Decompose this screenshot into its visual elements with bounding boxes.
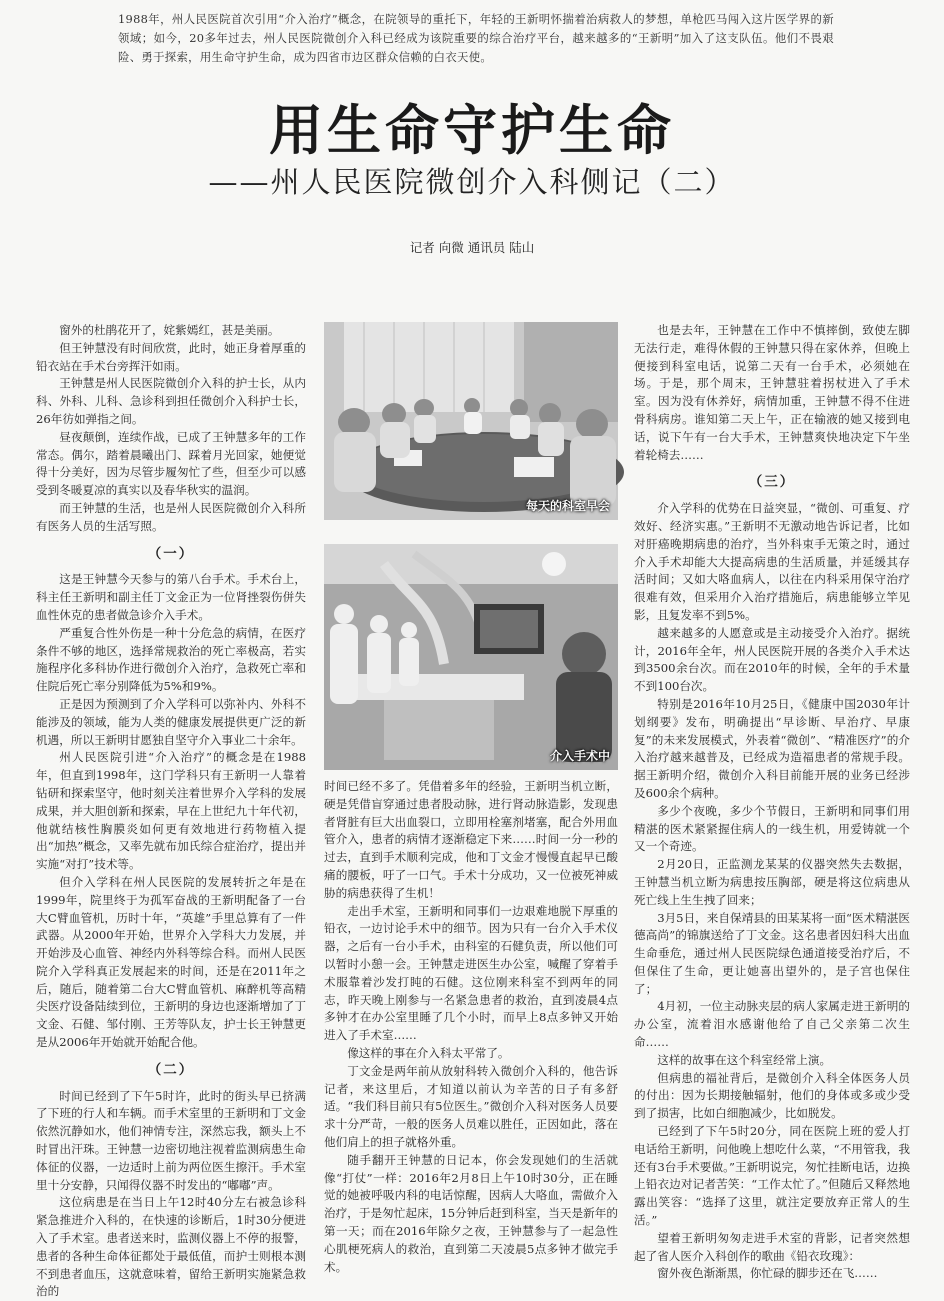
paragraph: 王钟慧是州人民医院微创介入科的护士长，从内科、外科、儿科、急诊科到担任微创介入科护士长，26年彷如弹指之间。: [36, 376, 306, 426]
photo-caption: 每天的科室早会: [525, 499, 610, 513]
photo-surgery: [324, 544, 618, 770]
photo-morning-meeting: [324, 322, 618, 520]
meeting-scene-image: [324, 322, 618, 520]
paragraph: 但介入学科在州人民医院的发展转折之年是在1999年，院里终于为孤军奋战的王新明配备了一台大C臂血管机，历时十年，“英雄”手里总算有了一件武器。从2000年开始，世界介入学科大力发展，并开始涉及心血管、神经内外科等综合科。而州人民医院介入学科真正发展起来的时间，还是在2011年之后，随后，随着第二台大C臂血管机、麻醉机等高精尖医疗设备陆续到位，王新明的身边也逐渐增加了丁文金、石健、邹付刚、王芳等队友，护士长王钟慧更是从2006年开始就开始配合他。: [36, 874, 306, 1050]
intro-paragraph: 1988年，州人民医院首次引用“介入治疗”概念，在院领导的重托下，年轻的王新明怀揣着治病救人的梦想，单枪匹马闯入这片医学界的新领域；如今，20多年过去，州人民医院微创介入科已经成为该院重要的综合治疗平台，越来越多的“王新明”加入了这支队伍。他们不畏艰险、勇于探索，用生命守护生命，成为四省市边区群众信赖的白衣天使。: [118, 12, 834, 64]
byline: 记者 向微 通讯员 陆山: [409, 240, 535, 255]
paragraph: 这样的故事在这个科室经常上演。: [657, 1052, 832, 1067]
paragraph: 随手翻开王钟慧的日记本，你会发现她们的生活就像“打仗”一样：2016年2月8日上午10时30分，正在睡觉的她被呼吸内科的电话惊醒，因病人大咯血，需做介入治疗，于是匆忙起床，15分钟后赶到科室，当天是新年的第一天；而在2016年除夕之夜，王钟慧参与了一起急性心肌梗死病人的救治，直到第二天凌晨5点多钟才做完手术。: [324, 1152, 618, 1274]
photo-caption: 介入手术中: [549, 749, 610, 763]
sub-headline: ——州人民医院微创介入科侧记（二）: [208, 165, 736, 199]
paragraph: 走出手术室，王新明和同事们一边艰难地脱下厚重的铅衣，一边讨论手术中的细节。因为只有一台介入手术仪器，之后有一台小手术，由科室的石健负责，所以他们可以暂时小憩一会。王钟慧走进医生办公室，喊醒了穿着手术服靠着沙发打盹的石健。这位刚来科室不到两年的同志，昨天晚上刚参与一名紧急患者的救治，直到凌晨4点多钟才在办公室里睡了几个小时，而早上8点多钟又开始进入了手术室……: [324, 903, 618, 1043]
article-column-1: [36, 322, 306, 1299]
paragraph: 而王钟慧的生活，也是州人民医院微创介入科所有医务人员的生活写照。: [36, 500, 306, 533]
section-heading-3: （三）: [748, 474, 796, 491]
paragraph: 时间已经不多了。凭借着多年的经验，王新明当机立断，硬是凭借盲穿通过患者股动脉，进行肾动脉造影，发现患者肾脏有巨大出血裂口，立即用栓塞剂堵塞，配合外用血管介入，患者的病情才逐渐稳定下来……时间一分一秒的过去，直到手术顺利完成，他和丁文金才慢慢直起早已酸痛的腰板，吁了一口气。手术十分成功，又一位被死神威胁的病患获得了生机！: [324, 779, 618, 900]
paragraph: 窗外夜色渐渐黑，你忙碌的脚步还在飞……: [657, 1266, 878, 1281]
paragraph: 特别是2016年10月25日，《健康中国2030年计划纲要》发布，明确提出“早诊断、早治疗、早康复”的未来发展模式，外表着“微创”、“精准医疗”的介入治疗越来越普及，已经成为造福患者的常规手段。据王新明介绍，微创介入科目前能开展的业务已经涉及600余个病种。: [634, 696, 910, 800]
paragraph: 这位病患是在当日上午12时40分左右被急诊科紧急推进介入科的，在快速的诊断后，1时30分便进入了手术室。患者送来时，监测仪器上不停的报警，患者的各种生命体征都处于最低值，而护士则根本测不到患者血压，这就意味着，留给王新明实施紧急救治的: [36, 1195, 306, 1299]
headline: 用生命守护生命: [269, 99, 675, 162]
paragraph: 但病患的福祉背后，是微创介入科全体医务人员的付出：因为长期接触辐射，他们的身体或多或少受到了损害，比如白细胞减少，比如脱发。: [634, 1070, 910, 1121]
paragraph: 州人民医院引进“介入治疗”的概念是在1988年，但直到1998年，这门学科只有王新明一人靠着钻研和探索坚守，他时刻关注着世界介入学科的发展成果，并大胆创新和探索，早在上世纪九十年代初，他就结核性胸膜炎如何更有效地进行药物植入提出“加热”概念，又率先就布加氏综合症治疗，提出并实施“对打”技术等。: [36, 750, 306, 872]
paragraph: 时间已经到了下午5时许，此时的街头早已挤满了下班的行人和车辆。而手术室里的王新明和丁文金依然沉静如水，他们神情专注，深然忘我，额头上不时冒出汗珠。王钟慧一边密切地注视着监测病患生命体征的仪器，一边适时上前为两位医生擦汗。手术室里十分安静，只闻得仪器不时发出的“嘟嘟”声。: [36, 1088, 306, 1192]
paragraph: 窗外的杜鹃花开了，姹紫嫣红，甚是美丽。: [59, 323, 280, 337]
surgery-scene-image: [324, 544, 618, 770]
paragraph: 多少个夜晚，多少个节假日，王新明和同事们用精湛的医术紧紧握住病人的一线生机，用爱铸就一个又一个奇迹。: [634, 803, 910, 854]
paragraph: 已经到了下午5时20分，同在医院上班的爱人打电话给王新明，问他晚上想吃什么菜，“不用管我，我还有3台手术要做。”王新明说完，匆忙挂断电话，边换上铅衣边对记者苦笑：“工作太忙了。”但随后又释然地露出笑容：“选择了这里，就注定要放弃正常人的生活。”: [634, 1124, 910, 1228]
article-column-2: [324, 778, 618, 1273]
paragraph: 4月初，一位主动脉夹层的病人家属走进王新明的办公室，流着泪水感谢他给了自己父亲第二次生命……: [634, 999, 910, 1050]
article-column-3: [634, 322, 910, 1281]
paragraph: 2月20日，正监测龙某某的仪器突然失去数据，王钟慧当机立断为病患按压胸部，硬是将这位病患从死亡线上生生拽了回来；: [634, 857, 910, 907]
paragraph: 丁文金是两年前从放射科转入微创介入科的，他告诉记者，来这里后，才知道以前认为辛苦的日子有多舒适。“我们科目前只有5位医生。”微创介入科对医务人员要求十分严苛，一般的医务人员难以胜任，正因如此，落在他们肩上的担子就格外重。: [324, 1063, 618, 1149]
paragraph: 正是因为预测到了介入学科可以弥补内、外科不能涉及的领域，能为人类的健康发展提供更广泛的新机遇，所以王新明甘愿独自坚守介入事业二十余年。: [36, 696, 306, 747]
paragraph: 望着王新明匆匆走进手术室的背影，记者突然想起了省人医介入科创作的歌曲《铅衣玫瑰》：: [634, 1230, 910, 1263]
paragraph: 3月5日，来自保靖县的田某某将一面“医术精湛医德高尚”的锦旗送给了丁文金。这名患者因妇科大出血生命垂危，通过州人民医院绿色通道接受治疗后，不但保住了生命，更让她喜出望外的，是子宫也保住了；: [634, 910, 910, 996]
paragraph: 介入学科的优势在日益突显，“微创、可重复、疗效好、经济实惠。”王新明不无激动地告诉记者，比如对肝癌晚期病患的治疗，当外科束手无策之时，通过介入手术却能大大提高病患的生活质量，并延缓其存活时间；又如大咯血病人，以往在内科采用保守治疗很难有效，但采用介入治疗措施后，病患能够立竿见影，且复发率不到5%。: [634, 501, 910, 622]
paragraph: 但王钟慧没有时间欣赏，此时，她正身着厚重的铅衣站在手术台旁挥汗如雨。: [36, 340, 306, 373]
section-heading-1: （一）: [147, 545, 195, 562]
paragraph: 严重复合性外伤是一种十分危急的病情，在医疗条件不够的地区，选择常规救治的死亡率极高，若实施程序化多科协作进行微创介入治疗，急救死亡率和住院后死亡率分别降低为5%和9%。: [36, 625, 306, 694]
paragraph: 也是去年，王钟慧在工作中不慎摔倒，致使左脚无法行走，难得休假的王钟慧只得在家休养，但晚上便接到科室电话，说第二天有一台手术，必须她在场。于是，那个周末，王钟慧驻着拐杖进入了手术室。因为没有休养好，病情加重，王钟慧不得不住进骨科病房。谁知第二天上午，正在输液的她又接到电话，说下午有一台大手术，王钟慧爽快地决定下午坐着轮椅去……: [634, 323, 910, 462]
paragraph: 像这样的事在介入科太平常了。: [347, 1045, 510, 1060]
paragraph: 昼夜颠倒，连续作战，已成了王钟慧多年的工作常态。偶尔，踏着晨曦出门、踩着月光回家，她便觉得十分美好，因为尽管步履匆忙了些，但至少可以感受到冬暖夏凉的真实以及春华秋实的温润。: [36, 429, 306, 498]
section-heading-2: （二）: [147, 1061, 195, 1078]
paragraph: 越来越多的人愿意或是主动接受介入治疗。据统计，2016年全年，州人民医院开展的各类介入手术达到3500余台次。而在2010年的时候，全年的手术量不到100台次。: [634, 625, 910, 694]
paragraph: 这是王钟慧今天参与的第八台手术。手术台上，科主任王新明和副主任丁文金正为一位肾挫裂伤併失血性休克的患者做急诊介入手术。: [36, 572, 306, 622]
